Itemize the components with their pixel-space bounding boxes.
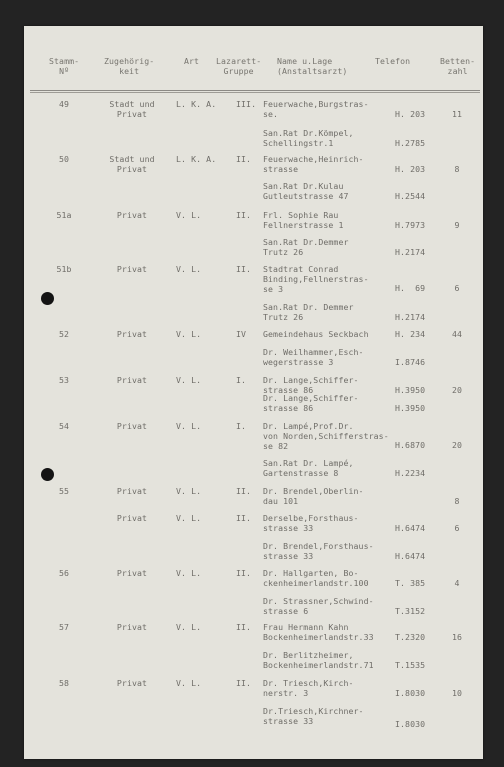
cell-art: V. L. bbox=[176, 210, 202, 220]
cell-grp: IV bbox=[236, 329, 247, 339]
cell-zug: Privat bbox=[116, 329, 148, 339]
cell-grp: II. bbox=[236, 568, 252, 578]
cell-tel: H.2234 bbox=[395, 468, 426, 478]
cell-tel: T.3152 bbox=[395, 606, 426, 616]
cell-bet: 10 bbox=[451, 688, 463, 698]
cell-zug: Privat bbox=[116, 264, 148, 274]
cell-name: Dr. Triesch,Kirch- nerstr. 3 bbox=[263, 678, 354, 698]
cell-name: Dr. Brendel,Forsthaus- strasse 33 bbox=[263, 541, 374, 561]
cell-name: Dr. Berlitzheimer, Bockenheimerlandstr.71 bbox=[263, 650, 374, 670]
cell-grp: II. bbox=[236, 513, 252, 523]
cell-art: V. L. bbox=[176, 264, 202, 274]
cell-tel: T.1535 bbox=[395, 660, 426, 670]
cell-name: San.Rat Dr.Demmer Trutz 26 bbox=[263, 237, 349, 257]
cell-nr: 51b bbox=[56, 264, 72, 274]
cell-name: Gemeindehaus Seckbach bbox=[263, 329, 369, 339]
cell-tel: H.6870 bbox=[395, 440, 426, 450]
cell-tel: H.2174 bbox=[395, 247, 426, 257]
cell-tel: I.8030 bbox=[395, 688, 426, 698]
cell-name: Feuerwache,Burgstras- se. bbox=[263, 99, 369, 119]
cell-art: V. L. bbox=[176, 329, 202, 339]
cell-tel: H.6474 bbox=[395, 523, 426, 533]
cell-nr: 57 bbox=[58, 622, 70, 632]
cell-zug: Privat bbox=[116, 678, 148, 688]
cell-name: Dr. Lange,Schiffer- strasse 86 bbox=[263, 375, 359, 395]
cell-name: Dr. Weilhammer,Esch- wegerstrasse 3 bbox=[263, 347, 364, 367]
cell-grp: II. bbox=[236, 210, 252, 220]
cell-art: V. L. bbox=[176, 421, 202, 431]
cell-zug: Privat bbox=[116, 486, 148, 496]
cell-name: San.Rat Dr.Kömpel, Schellingstr.1 bbox=[263, 128, 354, 148]
header-zugehoerigkeit: Zugehörig- keit bbox=[104, 56, 155, 76]
cell-bet: 20 bbox=[451, 440, 463, 450]
cell-art: V. L. bbox=[176, 622, 202, 632]
cell-bet: 6 bbox=[454, 283, 460, 293]
cell-tel: H.2174 bbox=[395, 312, 426, 322]
cell-name: San.Rat Dr. Demmer Trutz 26 bbox=[263, 302, 354, 322]
cell-tel: H.2544 bbox=[395, 191, 426, 201]
cell-bet: 9 bbox=[454, 220, 460, 230]
cell-bet: 44 bbox=[451, 329, 463, 339]
header-telefon: Telefon bbox=[375, 56, 411, 66]
cell-bet: 11 bbox=[451, 109, 463, 119]
cell-nr: 56 bbox=[58, 568, 70, 578]
cell-tel: T. 385 bbox=[395, 578, 426, 588]
cell-grp: II. bbox=[236, 622, 252, 632]
cell-art: V. L. bbox=[176, 486, 202, 496]
cell-bet: 4 bbox=[454, 578, 460, 588]
header-art: Art bbox=[184, 56, 200, 66]
cell-art: V. L. bbox=[176, 513, 202, 523]
cell-tel: H. 69 bbox=[395, 283, 426, 293]
cell-nr: 52 bbox=[58, 329, 70, 339]
cell-name: Frl. Sophie Rau Fellnerstrasse 1 bbox=[263, 210, 344, 230]
header-rule bbox=[30, 92, 480, 93]
cell-bet: 8 bbox=[454, 164, 460, 174]
cell-name: Dr. Strassner,Schwind- strasse 6 bbox=[263, 596, 374, 616]
cell-tel: H. 203 bbox=[395, 164, 426, 174]
cell-art: L. K. A. bbox=[176, 99, 217, 109]
cell-tel: H.3950 bbox=[395, 385, 426, 395]
cell-zug: Privat bbox=[116, 568, 148, 578]
cell-grp: I. bbox=[236, 375, 247, 385]
cell-grp: II. bbox=[236, 154, 252, 164]
cell-name: Dr. Lampé,Prof.Dr. von Norden,Schifferstras- se 82 bbox=[263, 421, 389, 451]
header-stamm: Stamm- Nº bbox=[49, 56, 80, 76]
header-lazarett-gruppe: Lazarett- Gruppe bbox=[216, 56, 262, 76]
header-bettenzahl: Betten- zahl bbox=[440, 56, 476, 76]
cell-bet: 20 bbox=[451, 385, 463, 395]
cell-nr: 50 bbox=[58, 154, 70, 164]
cell-zug: Privat bbox=[116, 210, 148, 220]
cell-name: Frau Hermann Kahn Bockenheimerlandstr.33 bbox=[263, 622, 374, 642]
cell-name: Derselbe,Forsthaus- strasse 33 bbox=[263, 513, 359, 533]
cell-tel: H.3950 bbox=[395, 403, 426, 413]
cell-name: Stadtrat Conrad Binding,Fellnerstras- se 3 bbox=[263, 264, 369, 294]
cell-nr: 49 bbox=[58, 99, 70, 109]
cell-art: L. K. A. bbox=[176, 154, 217, 164]
cell-grp: I. bbox=[236, 421, 247, 431]
cell-grp: II. bbox=[236, 264, 252, 274]
cell-nr: 54 bbox=[58, 421, 70, 431]
cell-name: Dr.Triesch,Kirchner- strasse 33 bbox=[263, 706, 364, 726]
cell-name: Dr. Hallgarten, Bo- ckenheimerlandstr.100 bbox=[263, 568, 369, 588]
cell-tel: H. 234 bbox=[395, 329, 426, 339]
cell-tel: I.8746 bbox=[395, 357, 426, 367]
cell-grp: II. bbox=[236, 486, 252, 496]
cell-bet: 16 bbox=[451, 632, 463, 642]
cell-bet: 6 bbox=[454, 523, 460, 533]
cell-nr: 53 bbox=[58, 375, 70, 385]
cell-art: V. L. bbox=[176, 568, 202, 578]
punch-hole bbox=[41, 468, 54, 481]
header-name-lage: Name u.Lage (Anstaltsarzt) bbox=[277, 56, 348, 76]
cell-grp: II. bbox=[236, 678, 252, 688]
cell-zug: Stadt und Privat bbox=[109, 99, 155, 119]
cell-tel: H.6474 bbox=[395, 551, 426, 561]
cell-nr: 55 bbox=[58, 486, 70, 496]
cell-nr: 58 bbox=[58, 678, 70, 688]
cell-art: V. L. bbox=[176, 375, 202, 385]
header-rule bbox=[30, 90, 480, 91]
cell-nr: 51a bbox=[56, 210, 72, 220]
cell-zug: Stadt und Privat bbox=[109, 154, 155, 174]
punch-hole bbox=[41, 292, 54, 305]
cell-zug: Privat bbox=[116, 622, 148, 632]
cell-name: Dr. Brendel,Oberlin- dau 101 bbox=[263, 486, 364, 506]
cell-tel: H.2785 bbox=[395, 138, 426, 148]
cell-name: Feuerwache,Heinrich- strasse bbox=[263, 154, 364, 174]
cell-art: V. L. bbox=[176, 678, 202, 688]
cell-zug: Privat bbox=[116, 421, 148, 431]
cell-tel: H. 203 bbox=[395, 109, 426, 119]
cell-zug: Privat bbox=[116, 513, 148, 523]
cell-tel: T.2320 bbox=[395, 632, 426, 642]
cell-grp: III. bbox=[236, 99, 257, 109]
cell-bet: 8 bbox=[454, 496, 460, 506]
cell-zug: Privat bbox=[116, 375, 148, 385]
cell-tel: I.8030 bbox=[395, 719, 426, 729]
cell-name: San.Rat Dr.Kulau Gutleutstrasse 47 bbox=[263, 181, 349, 201]
cell-name: San.Rat Dr. Lampé, Gartenstrasse 8 bbox=[263, 458, 354, 478]
cell-name: Dr. Lange,Schiffer- strasse 86 bbox=[263, 393, 359, 413]
cell-tel: H.7973 bbox=[395, 220, 426, 230]
